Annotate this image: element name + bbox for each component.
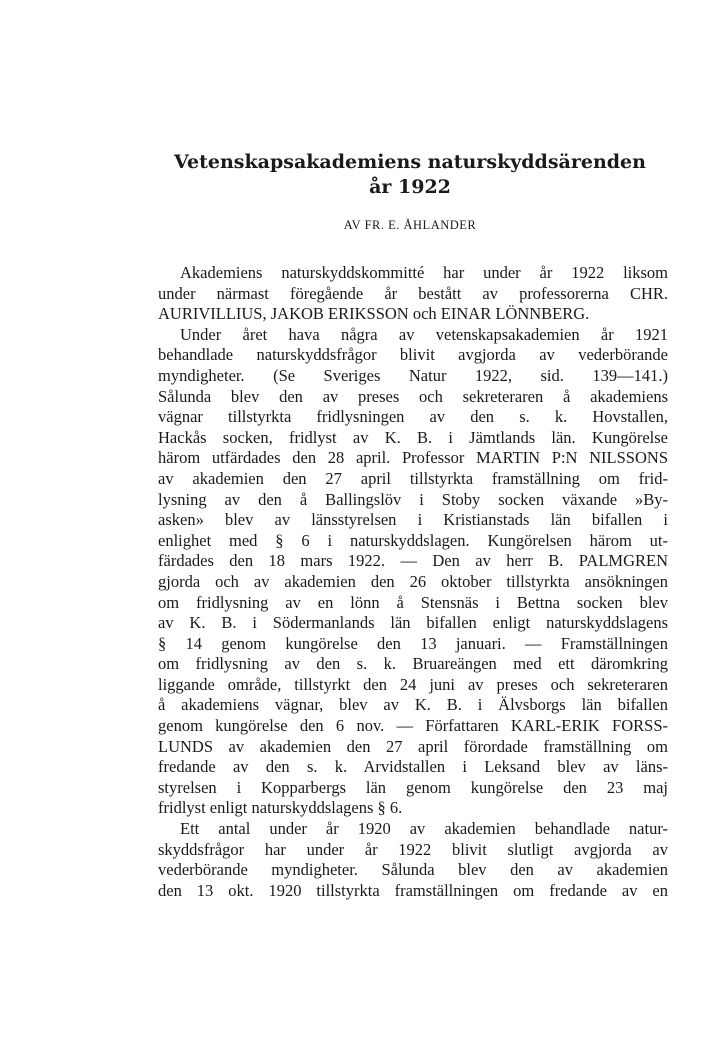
text-line: liggande område, tillstyrkt den 24 juni av preses och sekreteraren <box>158 674 668 694</box>
text-line: under närmast föregående år bestått av professorerna CHR. <box>158 283 668 303</box>
text-line: den 13 okt. 1920 tillstyrkta framställningen om fredande av en <box>158 880 668 900</box>
text-line: gjorda och av akademien den 26 oktober tillstyrkta ansökningen <box>158 571 668 591</box>
title-line-1: Vetenskapsakademiens naturskyddsärenden <box>174 151 646 173</box>
article-body <box>158 263 668 901</box>
text-line: Hackås socken, fridlyst av K. B. i Jämtlands län. Kungörelse <box>158 427 668 447</box>
text-line: genom kungörelse den 6 nov. — Författaren KARL-ERIK FORSS- <box>158 716 668 736</box>
text-line: om fridlysning av en lönn å Stensnäs i Bettna socken blev <box>158 592 668 612</box>
title-line-2: år 1922 <box>369 176 451 198</box>
text-line: Ett antal under år 1920 av akademien behandlade natur- <box>180 819 668 839</box>
text-line: av akademien den 27 april tillstyrkta framställning om frid- <box>158 468 668 488</box>
text-line: fredande av den s. k. Arvidstallen i Leksand blev av läns- <box>158 757 668 777</box>
text-line: § 14 genom kungörelse den 13 januari. — Framställningen <box>158 633 668 653</box>
text-line: styrelsen i Kopparbergs län genom kungörelse den 23 maj <box>158 777 668 797</box>
text-line: om fridlysning av den s. k. Bruareängen med ett däromkring <box>158 654 668 674</box>
text-line: lysning av den å Ballingslöv i Stoby socken växande »By- <box>158 489 668 509</box>
text-line: behandlade naturskyddsfrågor blivit avgjorda av vederbörande <box>158 345 668 365</box>
text-line: av K. B. i Södermanlands län bifallen enligt naturskyddslagens <box>158 613 668 633</box>
text-line: fridlyst enligt naturskyddslagens § 6. <box>158 798 403 818</box>
text-line: asken» blev av länsstyrelsen i Kristianstads län bifallen i <box>158 510 668 530</box>
text-line: färdades den 18 mars 1922. — Den av herr B. PALMGREN <box>158 551 668 571</box>
text-line: härom utfärdades den 28 april. Professor MARTIN P:N NILSSONS <box>158 448 668 468</box>
text-line: myndigheter. (Se Sveriges Natur 1922, sid. 139—141.) <box>158 365 668 385</box>
author-byline: AV FR. E. ÅHLANDER <box>343 218 477 232</box>
text-line: skyddsfrågor har under år 1922 blivit slutligt avgjorda av <box>158 839 668 859</box>
text-line: Sålunda blev den av preses och sekreteraren å akademiens <box>158 386 668 406</box>
text-line: Akademiens naturskyddskommitté har under år 1922 liksom <box>180 263 668 282</box>
text-line: enlighet med § 6 i naturskyddslagen. Kungörelsen härom ut- <box>158 530 668 550</box>
text-line: vederbörande myndigheter. Sålunda blev den av akademien <box>158 860 668 880</box>
text-line: Under året hava några av vetenskapsakademien år 1921 <box>180 324 668 344</box>
text-line: vägnar tillstyrkta fridlysningen av den s. k. Hovstallen, <box>158 407 668 427</box>
text-line: AURIVILLIUS, JAKOB ERIKSSON och EINAR LÖNNBERG. <box>158 304 590 324</box>
text-line: å akademiens vägnar, blev av K. B. i Älvsborgs län bifallen <box>158 695 668 715</box>
text-line: LUNDS av akademien den 27 april förordade framställning om <box>158 736 668 756</box>
article-title <box>150 150 670 200</box>
